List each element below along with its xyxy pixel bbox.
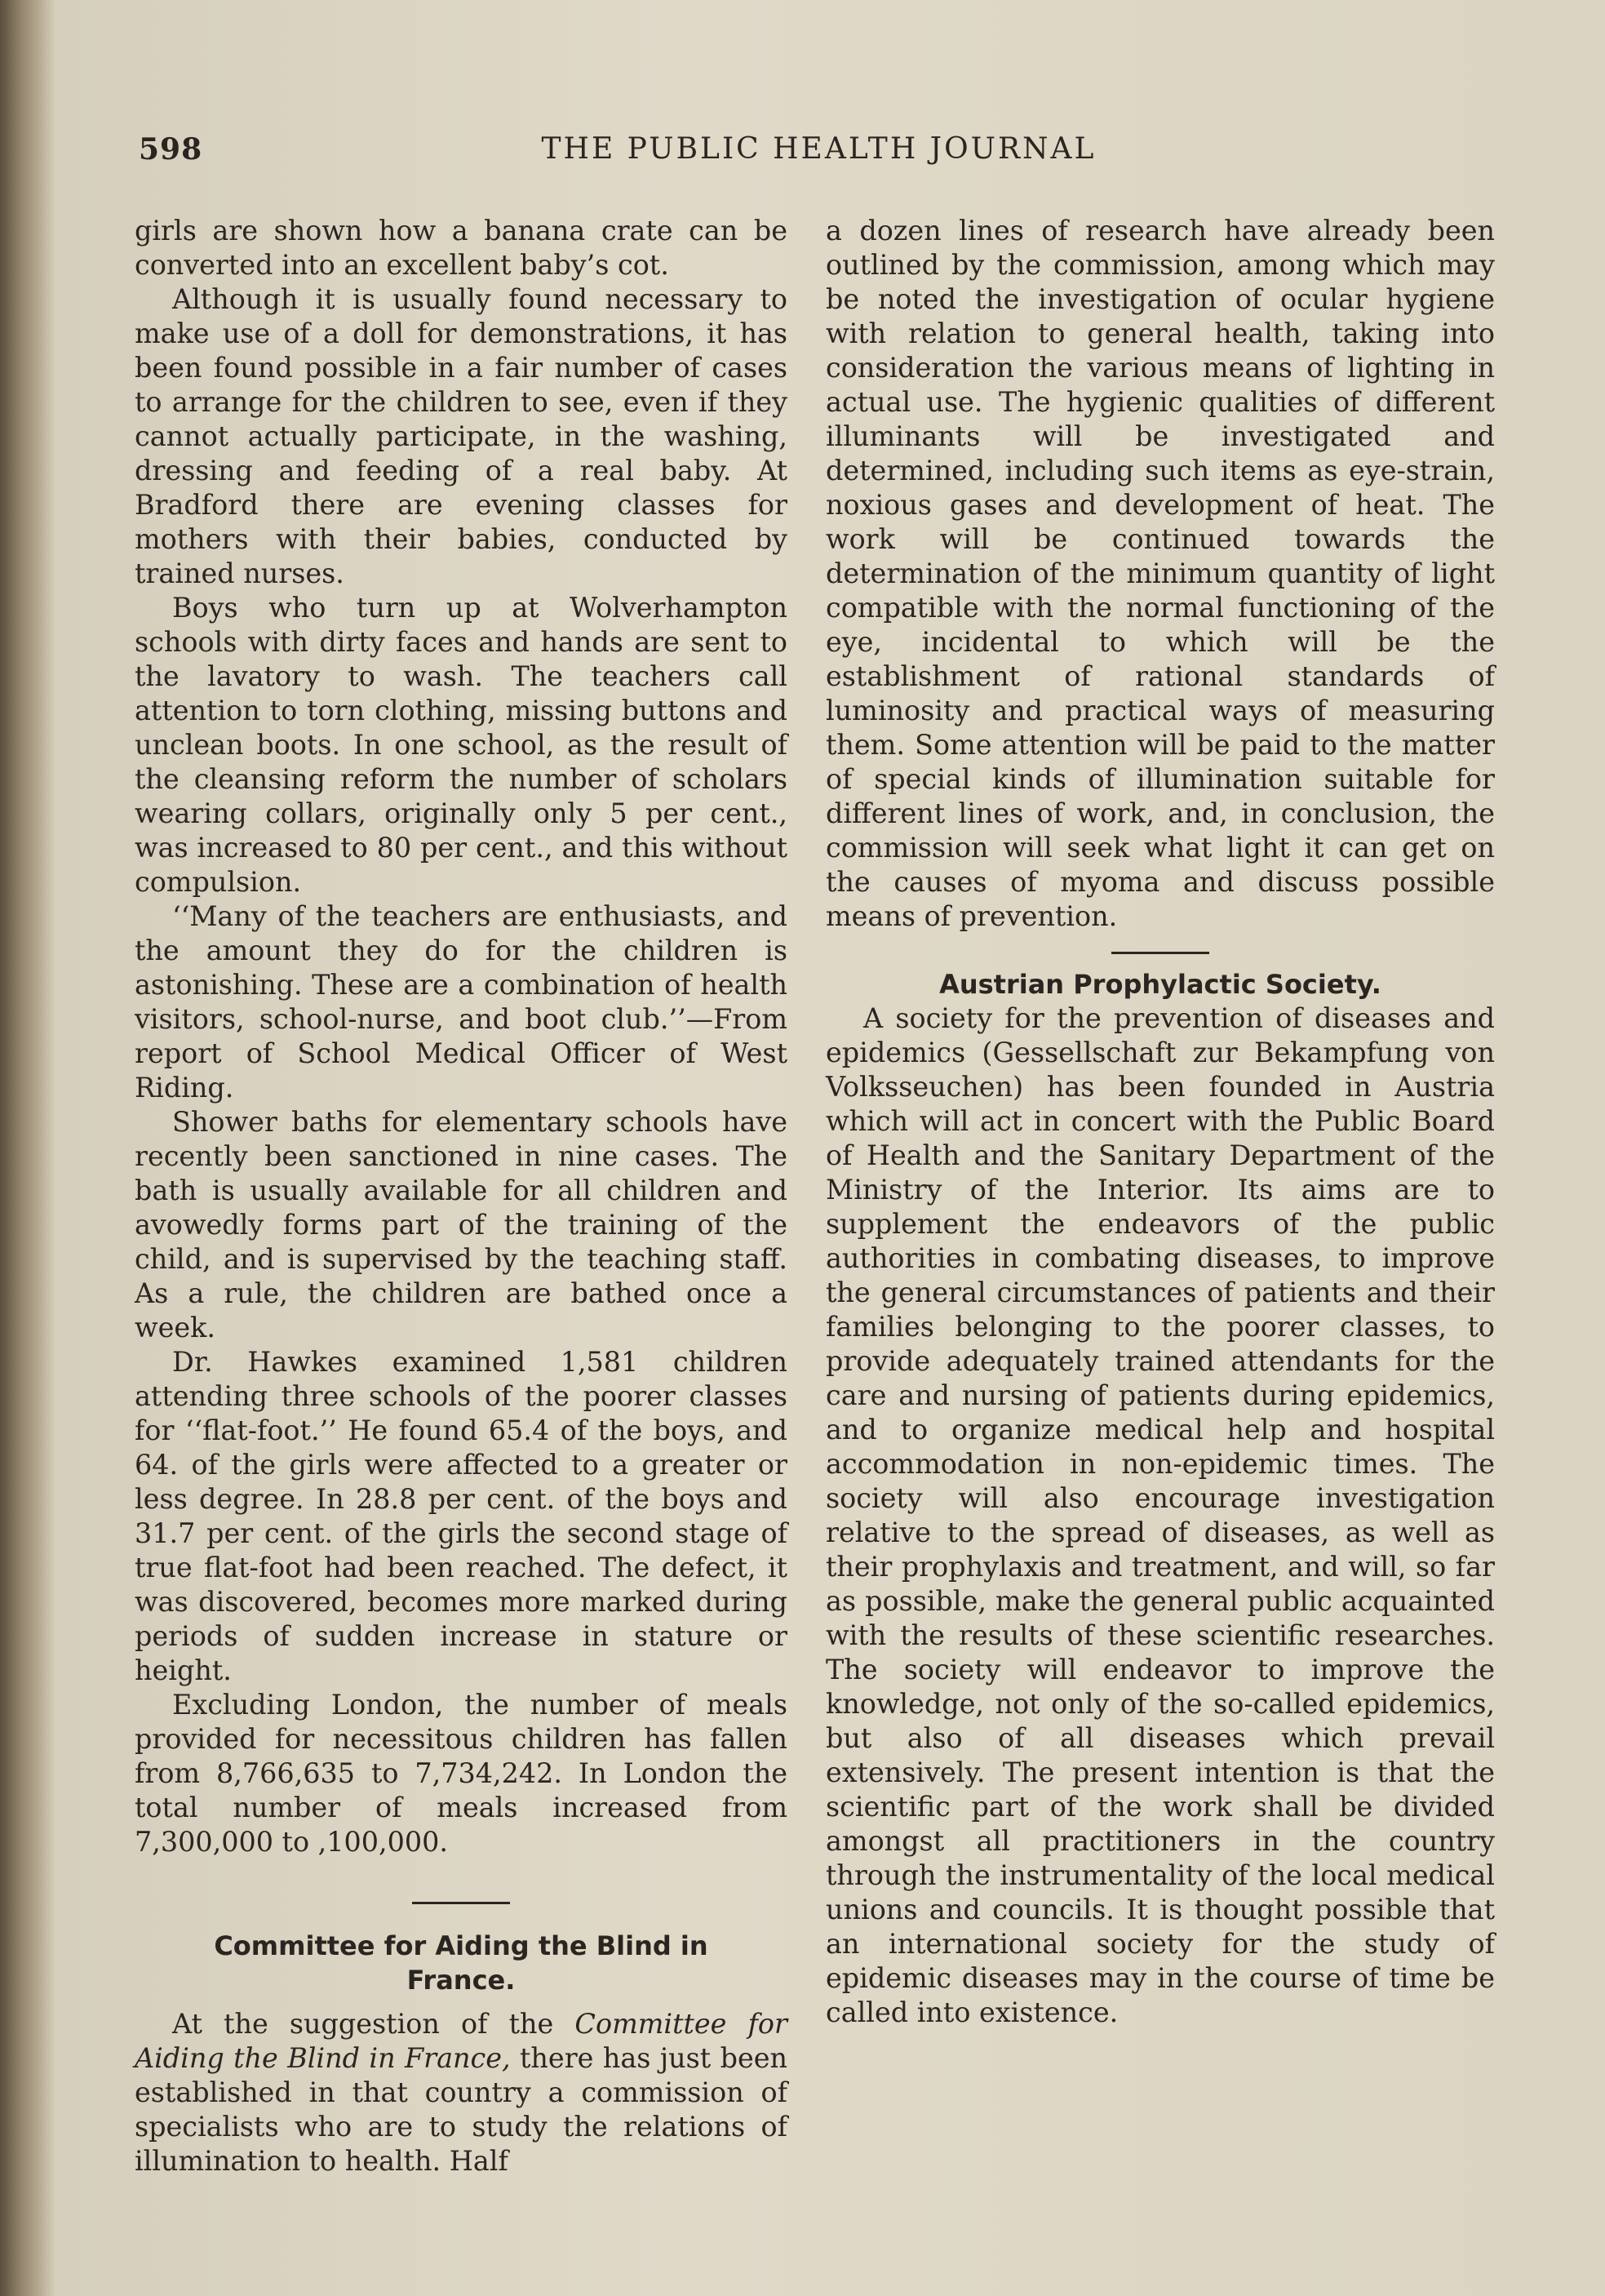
paragraph-blind-committee xyxy=(135,2007,787,2178)
paragraph-meals: Excluding London, the number of meals provided for necessitous children has fallen from 8,766,635 to 7,734,242. In London the total number of meals increased from 7,300,000 to ,100,000. xyxy=(135,1689,787,1858)
section-heading-blind-committee xyxy=(135,1929,787,1997)
page-header xyxy=(139,132,1499,173)
journal-title: THE PUBLIC HEALTH JOURNAL xyxy=(541,132,1097,166)
right-column xyxy=(826,214,1495,2030)
section-divider xyxy=(1111,952,1209,954)
section-heading-austrian-society: Austrian Prophylactic Society. xyxy=(939,969,1381,1000)
left-column xyxy=(135,214,787,2178)
paragraph-austrian-society: A society for the prevention of diseases and epidemics (Gessellschaft zur Bekampfung von Volksseuchen) has been founded in Austria which will act in concert with the Public Board of Health and the Sanitary Department of the Ministry of the Interior. Its aims are to supplement the endeavors of the public authorities in combating diseases, to improve the general circumstances of patients and their families belonging to the poorer classes, to provide adequately trained attendants for the care and nursing of patients during epidemics, and to organize medical help and hospital accommodation in non-epidemic times. The society will also encourage investigation relative to the spread of diseases, as well as their prophylaxis and treatment, and will, so far as possible, make the general public acquainted with the results of these scientific researches. The society will endeavor to improve the knowledge, not only of the so-called epidemics, but also of all diseases which prevail extensively. The present intention is that the scientific part of the work shall be divided amongst all practitioners in the country through the instrumentality of the local medical unions and councils. It is thought possible that an international society for the study of epidemic diseases may in the course of time be called into existence. xyxy=(826,1002,1495,2028)
page-number: 598 xyxy=(139,132,203,167)
paragraph-wolverhampton: Boys who turn up at Wolverhampton schools with dirty faces and hands are sent to the lavatory to wash. The teachers call attention to torn clothing, missing buttons and unclean boots. In one school, as the result of the cleansing reform the number of scholars wearing collars, originally only 5 per cent., was increased to 80 per cent., and this without compulsion. xyxy=(135,592,787,898)
paragraph-shower-baths: Shower baths for elementary schools have recently been sanctioned in nine cases. The bath is usually available for all children and avowedly forms part of the training of the child, and is supervised by the teaching staff. As a rule, the children are bathed once a week. xyxy=(135,1106,787,1343)
text-span: there has just been established in that country a commission of specialists who are to study the relations of illumination to health. Half xyxy=(135,2042,787,2177)
heading-line: Committee for Aiding the Blind in xyxy=(214,1930,708,1961)
paragraph-banana-crate: girls are shown how a banana crate can be converted into an excellent baby’s cot. xyxy=(135,215,787,281)
paragraph-doll-demonstrations: Although it is usually found necessary to make use of a doll for demonstrations, it has been found possible in a fair number of cases to arrange for the children to see, even if they cannot actually participate, in the washing, dressing and feeding of a real baby. At Bradford there are evening classes for mothers with their babies, conducted by trained nurses. xyxy=(135,283,787,589)
italic-committee-name: Committee for Aiding the Blind in France, xyxy=(135,2008,787,2074)
section-divider xyxy=(412,1902,510,1904)
paragraph-teachers-quote: ‘‘Many of the teachers are enthusiasts, and the amount they do for the children is astonishing. These are a combination of health visitors, school-nurse, and boot club.’’—From report of School Medical Officer of West Riding. xyxy=(135,900,787,1104)
heading-line: France. xyxy=(406,1965,516,1996)
paragraph-flat-foot: Dr. Hawkes examined 1,581 children attending three schools of the poorer classes for ‘‘flat-foot.’’ He found 65.4 of the boys, and 64. of the girls were affected to a greater or less degree. In 28.8 per cent. of the boys and 31.7 per cent. of the girls the second stage of true flat-foot had been reached. The defect, it was discovered, becomes more marked during periods of sudden increase in stature or height. xyxy=(135,1346,787,1686)
paragraph-research-lines: a dozen lines of research have already been outlined by the commission, among which may be noted the investigation of ocular hygiene with relation to general health, taking into consideration the various means of lighting in actual use. The hygienic qualities of different illuminants will be investigated and determined, including such items as eye-strain, noxious gases and development of heat. The work will be continued towards the determination of the minimum quantity of light compatible with the normal functioning of the eye, incidental to which will be the establishment of rational standards of luminosity and practical ways of measuring them. Some attention will be paid to the matter of special kinds of illumination suitable for different lines of work, and, in conclusion, the commission will seek what light it can get on the causes of myoma and discuss possible means of prevention. xyxy=(826,215,1495,932)
book-binding-gutter xyxy=(0,0,57,2296)
text-span: At the suggestion of the xyxy=(172,2008,575,2040)
